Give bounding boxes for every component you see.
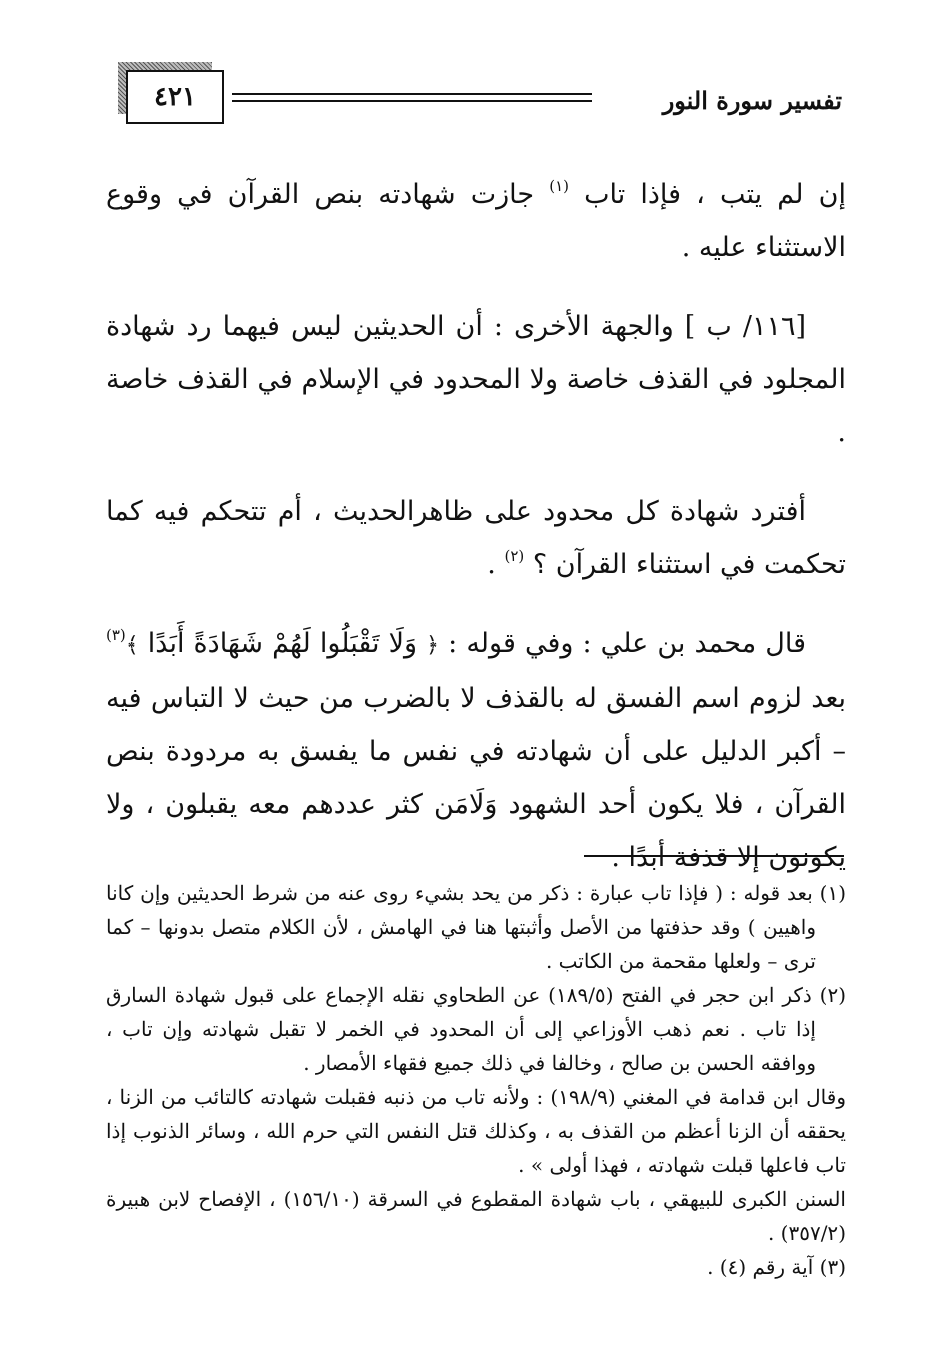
paragraph-3-text-a: أفترد شهادة كل محدود على ظاهرالحديث ، أم تتحكم فيه كما تحكمت في استثناء القرآن ؟ <box>106 496 846 580</box>
main-text <box>106 168 846 910</box>
paragraph-1-text-a: إن لم يتب ، فإذا تاب <box>584 179 846 210</box>
footnote-2: (٢) ذكر ابن حجر في الفتح (١٨٩/٥) عن الطحاوي نقله الإجماع على قبول شهادة السارق إذا تاب . نعم ذهب الأوزاعي إلى أن المحدود في الخمر لا تقبل شهادته وإن تاب ، ووافقه الحسن بن صالح ، وخالفا في ذلك جميع فقهاء الأمصار . <box>106 983 847 1075</box>
footnote-ref-1: (١) <box>549 177 569 195</box>
paragraph-4 <box>106 617 846 884</box>
paragraph-4-text-b: بعد لزوم اسم الفسق له بالقذف لا بالضرب من حيث لا التباس فيه – أكبر الدليل على أن شهادته في نفس ما يفسق به مردودة بنص القرآن ، فلا يكون أحد الشهود وَلَامَن كثر عددهم معه يقبلون ، ولا يكونون إلا قذفة أبدًا . <box>106 683 846 873</box>
footnote-separator <box>584 855 844 857</box>
footnote-2-continued: وقال ابن قدامة في المغني (١٩٨/٩) : ولأنه تاب من ذنبه فقبلت شهادته كالتائب من الزنا ، يحققه أن الزنا أعظم من القذف به ، وكذلك قتل النفس التي حرم الله ، وسائر الذنوب إذا تاب فاعلها قبلت شهادته ، فهذا أولى » . <box>106 1085 846 1177</box>
paragraph-3 <box>106 485 846 591</box>
footnotes <box>106 876 846 1284</box>
quran-verse: وَلَا تَقْبَلُوا لَهُمْ شَهَادَةً أَبَدًا <box>147 628 418 659</box>
paragraph-4-text-a: قال محمد بن علي : وفي قوله : <box>448 628 806 659</box>
footnote-2-sources: السنن الكبرى للبيهقي ، باب شهادة المقطوع في السرقة (١٥٦/١٠) ، الإفصاح لابن هبيرة (٣٥٧/٢) . <box>106 1187 846 1245</box>
quran-bracket-open: ﴿ <box>426 633 440 658</box>
header-double-rule <box>232 93 592 102</box>
footnote-1: (١) بعد قوله : ( فإذا تاب عبارة : ذكر من يحد بشيء روى عنه من شرط الحديثين وإن كانا واهيين ) وقد حذفتها من الأصل وأثبتها هنا في الهامش ، لأن الكلام متصل بدونها – كما ترى – ولعلها مقحمة من الكاتب . <box>106 881 846 973</box>
quran-bracket-close: ﴾ <box>125 633 139 658</box>
paragraph-3-text-b: . <box>487 549 496 580</box>
paragraph-1 <box>106 168 846 274</box>
footnote-ref-2: (٢) <box>504 547 525 565</box>
paragraph-2-text: [١١٦/ ب ] والجهة الأخرى : أن الحديثين ليس فيهما رد شهادة المجلود في القذف خاصة ولا المحدود في الإسلام في القذف خاصة . <box>106 311 846 448</box>
footnote-ref-3: (٣) <box>106 626 126 644</box>
paragraph-1-text-b: جازت شهادته بنص القرآن في وقوع الاستثناء عليه . <box>106 179 846 263</box>
footnote-3: (٣) آية رقم (٤) . <box>707 1255 846 1279</box>
page-number: ٤٢١ <box>154 82 196 112</box>
page-number-box <box>126 70 224 124</box>
paragraph-2 <box>106 300 846 459</box>
page-title: تفسير سورة النور <box>662 86 842 115</box>
